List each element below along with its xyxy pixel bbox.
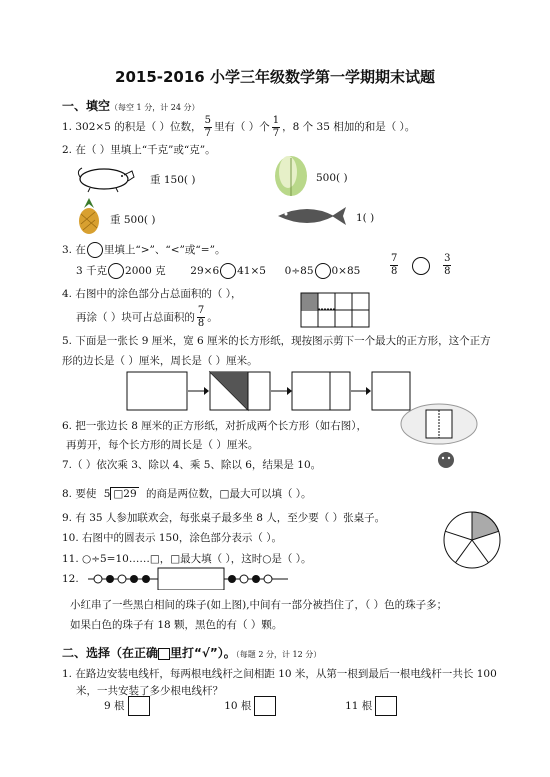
fraction-1-7: $\frac{1}{7}$ (272, 114, 280, 139)
question-12-line1: 小红串了一些黑白相间的珠子(如上图),中间有一部分被挡住了，（ ）色的珠子多； (70, 599, 448, 611)
pig-image (74, 163, 140, 193)
question-5-line2: 形的边长是（ ）厘米，周长是（ ）厘米。 (62, 355, 258, 367)
s2-question-1-line1: 1. 在路边安装电线杆，每两根电线杆之间相距 10 米，从第一根到最后一根电线杆一共长 100 (62, 668, 497, 680)
pineapple-weight: 重 500( ) (110, 214, 156, 226)
question-4: 4. 右图中的涂色部分占总面积的（ ）， (62, 288, 242, 300)
answer-circle[interactable] (87, 242, 103, 258)
question-12-label: 12. (62, 573, 79, 585)
grid-shading-figure (300, 292, 370, 328)
pie-circle-figure (442, 508, 502, 572)
option-11-checkbox[interactable] (375, 696, 397, 716)
fish-weight: 1( ) (356, 212, 375, 224)
question-11: 11. ○÷5=10……□，□最大填（ ），这时○是（ ）。 (62, 553, 312, 565)
question-3-fractions: $\frac{7}{8}$ $\frac{3}{8}$ (391, 253, 451, 277)
compare-circle-1[interactable] (108, 263, 124, 279)
compare-circle-2[interactable] (220, 263, 236, 279)
fraction-5-7: $\frac{5}{7}$ (204, 114, 211, 139)
option-10-checkbox[interactable] (254, 696, 276, 716)
question-12-line2: 如果白色的珠子有 18 颗，黑色的有（ ）颗。 (70, 619, 283, 631)
question-6-line1: 6. 把一张边长 8 厘米的正方形纸，对折成两个长方形（如右图）， (62, 420, 367, 432)
fish-image (274, 203, 350, 229)
pineapple-image (74, 196, 104, 236)
cabbage-image (266, 150, 316, 198)
question-8: 8. 要使 5 □29 的商是两位数，□最大可以填（ ）。 (62, 488, 312, 500)
section-1-heading: 一、填空（每空 1 分，计 24 分） (62, 99, 200, 113)
folded-paper-illustration (398, 400, 480, 474)
question-7: 7.（ ）依次乘 3、除以 4、乘 5、除以 6，结果是 10。 (62, 459, 322, 471)
question-5-line1: 5. 下面是一张长 9 厘米，宽 6 厘米的长方形纸，现按图示剪下一个最大的正方形，这个正方 (62, 335, 491, 347)
bead-string-figure (88, 566, 288, 590)
question-2: 2. 在（ ）里填上“千克”或“克”。 (62, 144, 216, 156)
s2-question-1-options: 9 根 10 根 11 根 (104, 696, 397, 716)
pig-weight: 重 150( ) (150, 174, 196, 186)
cutting-square-figure (126, 370, 412, 412)
question-6-line2: 再剪开，每个长方形的周长是（ ）厘米。 (66, 439, 259, 451)
question-10: 10. 右图中的圆表示 150，涂色部分表示（ ）。 (62, 532, 283, 544)
check-box-symbol (158, 648, 170, 660)
question-1: 1. 302×5 的积是（ ）位数， $\frac{5}{7}$ 里有（ ）个 $\frac{1}{7}$ ，8 个 35 相加的和是（ ）。 (62, 114, 416, 139)
question-4-line2: 再涂（ ）块可占总面积的 $\frac{7}{8}$ 。 (76, 305, 218, 329)
s2-question-1-line2: 米，一共安装了多少根电线杆？ (76, 685, 223, 697)
compare-circle-3[interactable] (315, 263, 331, 279)
section-2-heading: 二、选择（在正确 里打“√”）。（每题 2 分，计 12 分） (62, 646, 322, 660)
compare-circle-4[interactable] (412, 257, 430, 275)
option-9-checkbox[interactable] (128, 696, 150, 716)
cabbage-weight: 500( ) (316, 172, 348, 184)
question-3-items: 3 千克 2000 克 29×6 41×5 0÷85 0×85 (76, 265, 361, 277)
page-title: 2015-2016 小学三年级数学第一学期期末试题 (115, 68, 435, 86)
question-9: 9. 有 35 人参加联欢会，每张桌子最多坐 8 人，至少要（ ）张桌子。 (62, 512, 386, 524)
question-3: 3. 在 里填上“>”、“<”或“=”。 (62, 244, 226, 256)
